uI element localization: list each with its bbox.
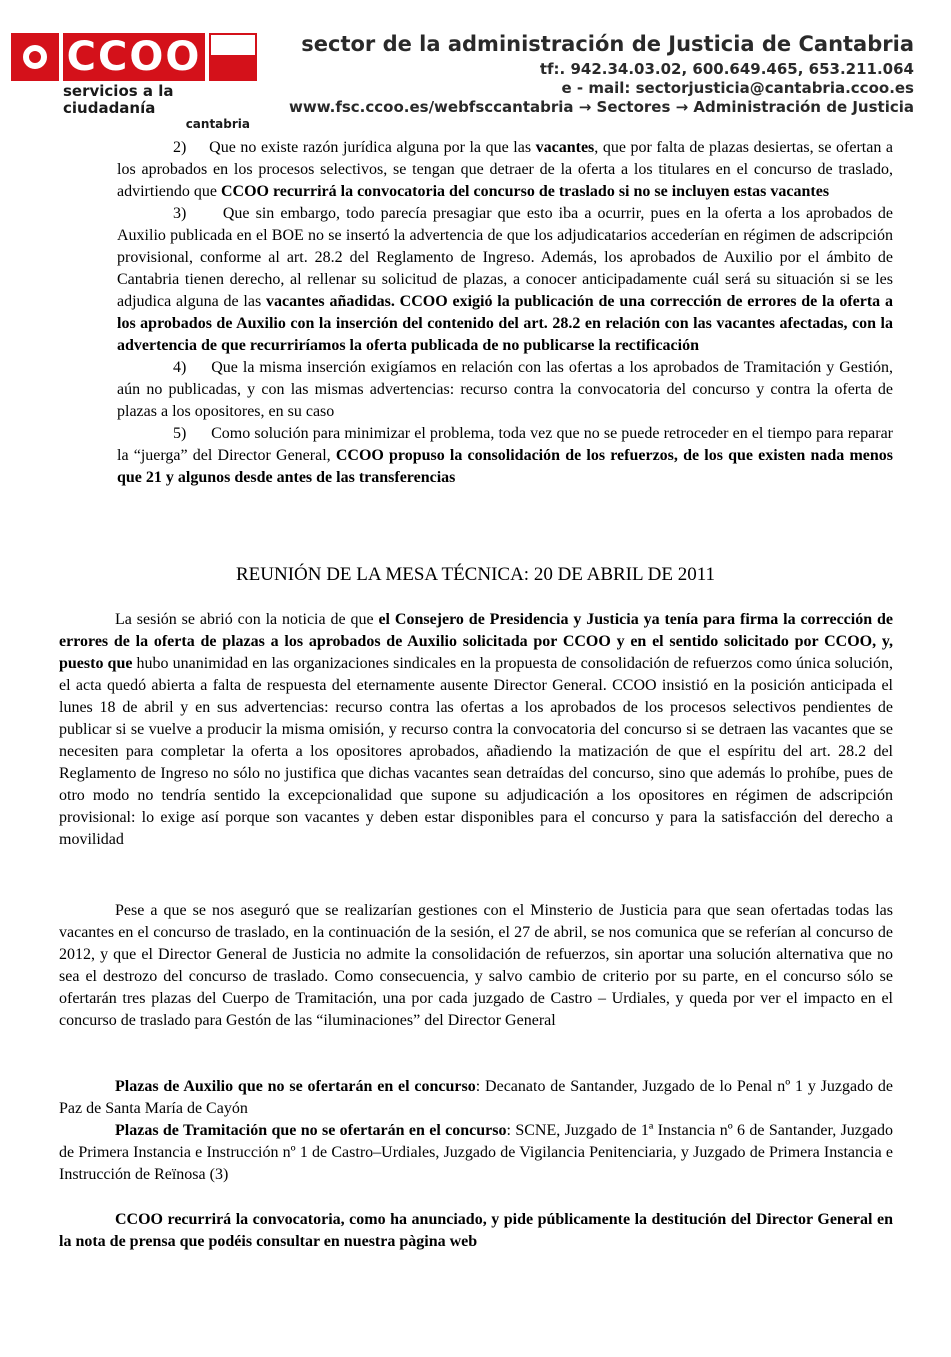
plazas-tramitacion: Plazas de Tramitación que no se ofertarán en el concurso: SCNE, Juzgado de 1ª Instancia nº 6 de Santander, Juzgado de Primera Instancia e Instrucción nº 1 de Castro–Urdiales, Juzgado de Vigilancia Penitenciaria, y Juzgado de Primera Instancia e Instrucción de Reïnosa (3) bbox=[59, 1122, 894, 1183]
list-item-text: 5) Como solución para minimizar el problema, toda vez que no se puede retroceder en el tiempo para reparar la “juerga” del Director General, CCOO propuso la consolidación de los refuerzos, de los que existen nada menos que 21 y algunos desde antes de las transferencias bbox=[117, 425, 894, 486]
list-item-text: 4) Que la misma inserción exigíamos en relación con las ofertas a los aprobados de Tramitación y Gestión, aún no publicadas, y con las mismas advertencias: recurso contra la convocatoria del concurso y contra la oferta de plazas a los opositores, en su caso bbox=[117, 359, 894, 420]
list-item-text: 2) Que no existe razón jurídica alguna por la que las vacantes, que por falta de plazas desiertas, se ofertan a los aprobados en los procesos selectivos, se tengan que detraer de la oferta a los titulares en el concurso de traslado, advirtiendo que CCOO recurrirá la convocatoria del concurso de traslado si no se incluyen estas vacantes bbox=[117, 139, 894, 200]
logo-flag-icon bbox=[209, 33, 257, 81]
paragraph-continuation: Pese a que se nos aseguró que se realizarían gestiones con el Minsterio de Justicia para que sean ofertadas todas las vacantes en el concurso de traslado, en la continuación de la sesión, el 27 de abril, se nos comunica que se referían al concurso de 2012, y que el Director General de Justicia no admite la consolidación de refuerzos, sin aportar una solución alternativa que no sea el destrozo del concurso de traslado. Como consecuencia, y salvo cambio de criterio por su parte, en el concurso sólo se ofertarán tres plazas del Cuerpo de Tramitación, una por cada juzgado de Castro – Urdiales, y queda por ver el impacto en el concurso de traslado para Gestón de las “iluminaciones” del Director General bbox=[59, 902, 893, 1029]
header-title: sector de la administración de Justicia de Cantabria bbox=[301, 32, 914, 56]
list-item bbox=[59, 357, 893, 423]
paragraph-session: La sesión se abrió con la noticia de que el Consejero de Presidencia y Justicia ya tenía para firma la corrección de errores de la oferta de plazas a los aprobados de Auxilio solicitada por CCOO y en el sentido solicitado por CCOO, y, puesto que hubo unanimidad en las organizaciones sindicales en la propuesta de consolidación de refuerzos como única solución, el acta quedó abierta a falta de respuesta del eternamente ausente Director General. CCOO insistió en la posición anticipada el lunes 18 de abril y en sus advertencias: recurso contra las ofertas a los aprobados de los procesos selectivos pendientes de publicar si se vuelve a producir la misma omisión, y recurso contra la convocatoria del concurso si se detraen las vacantes que se necesiten para completar la oferta a los opositores aprobados, añadiendo la matización de que el espíritu del art. 28.2 del Reglamento de Ingreso no sólo no justifica que dichas vacantes sean detraídas del concurso, sino que además lo prohíbe, pues de otro modo no tendría sentido la excepcionalidad que supone su adjudicación a los opositores en régimen de adscripción provisional: lo exige así porque son vacantes y deben estar disponibles para el concurso y para la satisfacción del derecho a movilidad bbox=[59, 611, 894, 848]
paragraph-conclusion: CCOO recurrirá la convocatoria, como ha anunciado, y pide públicamente la destitución del Director General en la nota de prensa que podéis consultar en nuestra pàgina web bbox=[59, 1211, 893, 1250]
list-item-number: 4) bbox=[173, 359, 187, 376]
list-item bbox=[59, 137, 893, 203]
header-web: www.fsc.ccoo.es/webfsccantabria → Sectores → Administración de Justicia bbox=[289, 98, 914, 116]
logo-wordmark: CCOO bbox=[63, 33, 205, 81]
header-email: e - mail: sectorjusticia@cantabria.ccoo.es bbox=[561, 79, 914, 97]
list-item-number: 3) bbox=[173, 205, 187, 222]
list-item bbox=[59, 423, 893, 489]
numbered-list bbox=[59, 137, 893, 489]
list-item bbox=[59, 203, 893, 357]
plazas-auxilio: Plazas de Auxilio que no se ofertarán en el concurso: Decanato de Santander, Juzgado de lo Penal nº 1 y Juzgado de Paz de Santa María de Cayón bbox=[59, 1078, 893, 1117]
ccoo-logo bbox=[11, 33, 258, 131]
logo-region: cantabria bbox=[185, 117, 250, 131]
header-phones: tf:. 942.34.03.02, 600.649.465, 653.211.064 bbox=[539, 60, 914, 78]
section-heading: REUNIÓN DE LA MESA TÉCNICA: 20 DE ABRIL DE 2011 bbox=[235, 564, 716, 585]
list-item-number: 2) bbox=[173, 139, 187, 156]
list-item-number: 5) bbox=[173, 425, 187, 442]
logo-tagline: servicios a la ciudadanía bbox=[63, 82, 174, 117]
logo-c-mark bbox=[11, 33, 59, 81]
paragraph-plazas bbox=[59, 1076, 893, 1186]
list-item-text: 3) Que sin embargo, todo parecía presagiar que esto iba a ocurrir, pues en la oferta a los aprobados de Auxilio publicada en el BOE no se insertó la advertencia de que los adjudicatarios accederían en régimen de adscripción provisional, conforme al art. 28.2 del Reglamento de Ingreso. Además, los aprobados de Auxilio por el ámbito de Cantabria tienen derecho, al rellenar su solicitud de plazas, a conocer anticipadamente cuál será su situación si se les adjudica alguna de las vacantes añadidas. CCOO exigió la publicación de una corrección de errores de la oferta a los aprobados de Auxilio con la inserción del contenido del art. 28.2 en relación con las vacantes afectadas, con la advertencia de que recurriríamos la oferta publicada de no publicarse la rectificación bbox=[117, 205, 893, 354]
